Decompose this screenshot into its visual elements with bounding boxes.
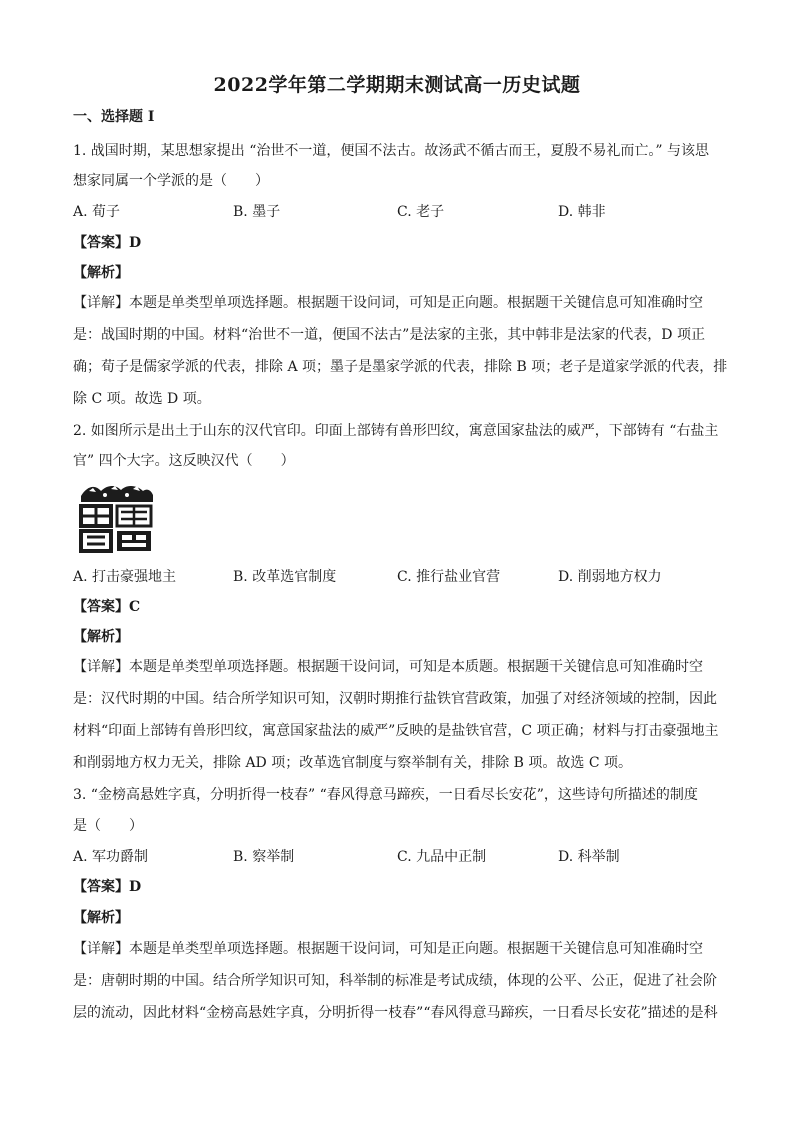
q1-option-d: D. 韩非: [558, 204, 606, 220]
q1-stem-line2: 想家同属一个学派的是（ ）: [73, 173, 269, 189]
q1-option-a: A. 荀子: [73, 204, 121, 220]
q1-detail-line2: 是：战国时期的中国。材料“治世不一道，便国不法古”是法家的主张，其中韩非是法家的代表，D 项正: [73, 327, 705, 343]
q3-option-a: A. 军功爵制: [73, 849, 149, 865]
q2-option-d: D. 削弱地方权力: [558, 569, 662, 585]
q1-answer: 【答案】D: [73, 235, 142, 251]
q3-stem-line1: 3. “金榜高悬姓字真，分明折得一枝春” “春风得意马蹄疾，一日看尽长安花”，这些诗句所描述的制度: [73, 787, 698, 803]
q1-option-c: C. 老子: [397, 204, 445, 220]
q1-stem-line1: 1. 战国时期，某思想家提出 “治世不一道，便国不法古。故汤武不循古而王，夏殷不易礼而亡。” 与该思: [73, 143, 710, 159]
q1-detail-line4: 除 C 项。故选 D 项。: [73, 391, 211, 407]
q3-answer: 【答案】D: [73, 879, 142, 895]
q2-stem-line2: 官” 四个大字。这反映汉代（ ）: [73, 453, 295, 469]
q2-detail-line3: 材料“印面上部铸有兽形凹纹，寓意国家盐法的威严”反映的是盐铁官营，C 项正确；材料与打击豪强地主: [73, 723, 719, 739]
q1-detail-line3: 确；荀子是儒家学派的代表，排除 A 项；墨子是墨家学派的代表，排除 B 项；老子是道家学派的代表，排: [73, 359, 728, 375]
q3-option-d: D. 科举制: [558, 849, 620, 865]
q3-detail-line2: 是：唐朝时期的中国。结合所学知识可知，科举制的标准是考试成绩，体现的公平、公正，促进了社会阶: [73, 973, 717, 989]
q2-stem-line1: 2. 如图所示是出土于山东的汉代官印。印面上部铸有兽形凹纹，寓意国家盐法的威严，下部铸有 “右盐主: [73, 423, 719, 439]
q3-option-b: B. 察举制: [233, 849, 295, 865]
q3-stem-line2: 是（ ）: [73, 818, 143, 834]
q2-detail-line2: 是：汉代时期的中国。结合所学知识可知，汉朝时期推行盐铁官营政策，加强了对经济领域的控制，因此: [73, 691, 717, 707]
q1-option-b: B. 墨子: [233, 204, 281, 220]
q2-detail-line4: 和削弱地方权力无关，排除 AD 项；改革选官制度与察举制有关，排除 B 项。故选 C 项。: [73, 755, 633, 771]
q2-analysis-label: 【解析】: [73, 629, 129, 645]
q1-detail-line1: 【详解】本题是单类型单项选择题。根据题干设问词，可知是正向题。根据题干关键信息可知准确时空: [73, 295, 703, 311]
section-heading: 一、选择题 I: [73, 109, 155, 125]
page-title: 2022学年第二学期期末测试高一历史试题: [213, 74, 581, 96]
q2-option-a: A. 打击豪强地主: [73, 569, 177, 585]
han-official-seal-image: [77, 482, 155, 554]
q3-detail-line1: 【详解】本题是单类型单项选择题。根据题干设问词，可知是正向题。根据题干关键信息可知准确时空: [73, 941, 703, 957]
q2-option-c: C. 推行盐业官营: [397, 569, 501, 585]
q2-answer: 【答案】C: [73, 599, 141, 615]
q1-analysis-label: 【解析】: [73, 265, 129, 281]
q3-analysis-label: 【解析】: [73, 910, 129, 926]
q3-option-c: C. 九品中正制: [397, 849, 487, 865]
q2-detail-line1: 【详解】本题是单类型单项选择题。根据题干设问词，可知是本质题。根据题干关键信息可知准确时空: [73, 659, 703, 675]
q2-option-b: B. 改革选官制度: [233, 569, 337, 585]
q3-detail-line3: 层的流动，因此材料“金榜高悬姓字真，分明折得一枝春”“春风得意马蹄疾，一日看尽长安花”描述的是科: [73, 1005, 718, 1021]
